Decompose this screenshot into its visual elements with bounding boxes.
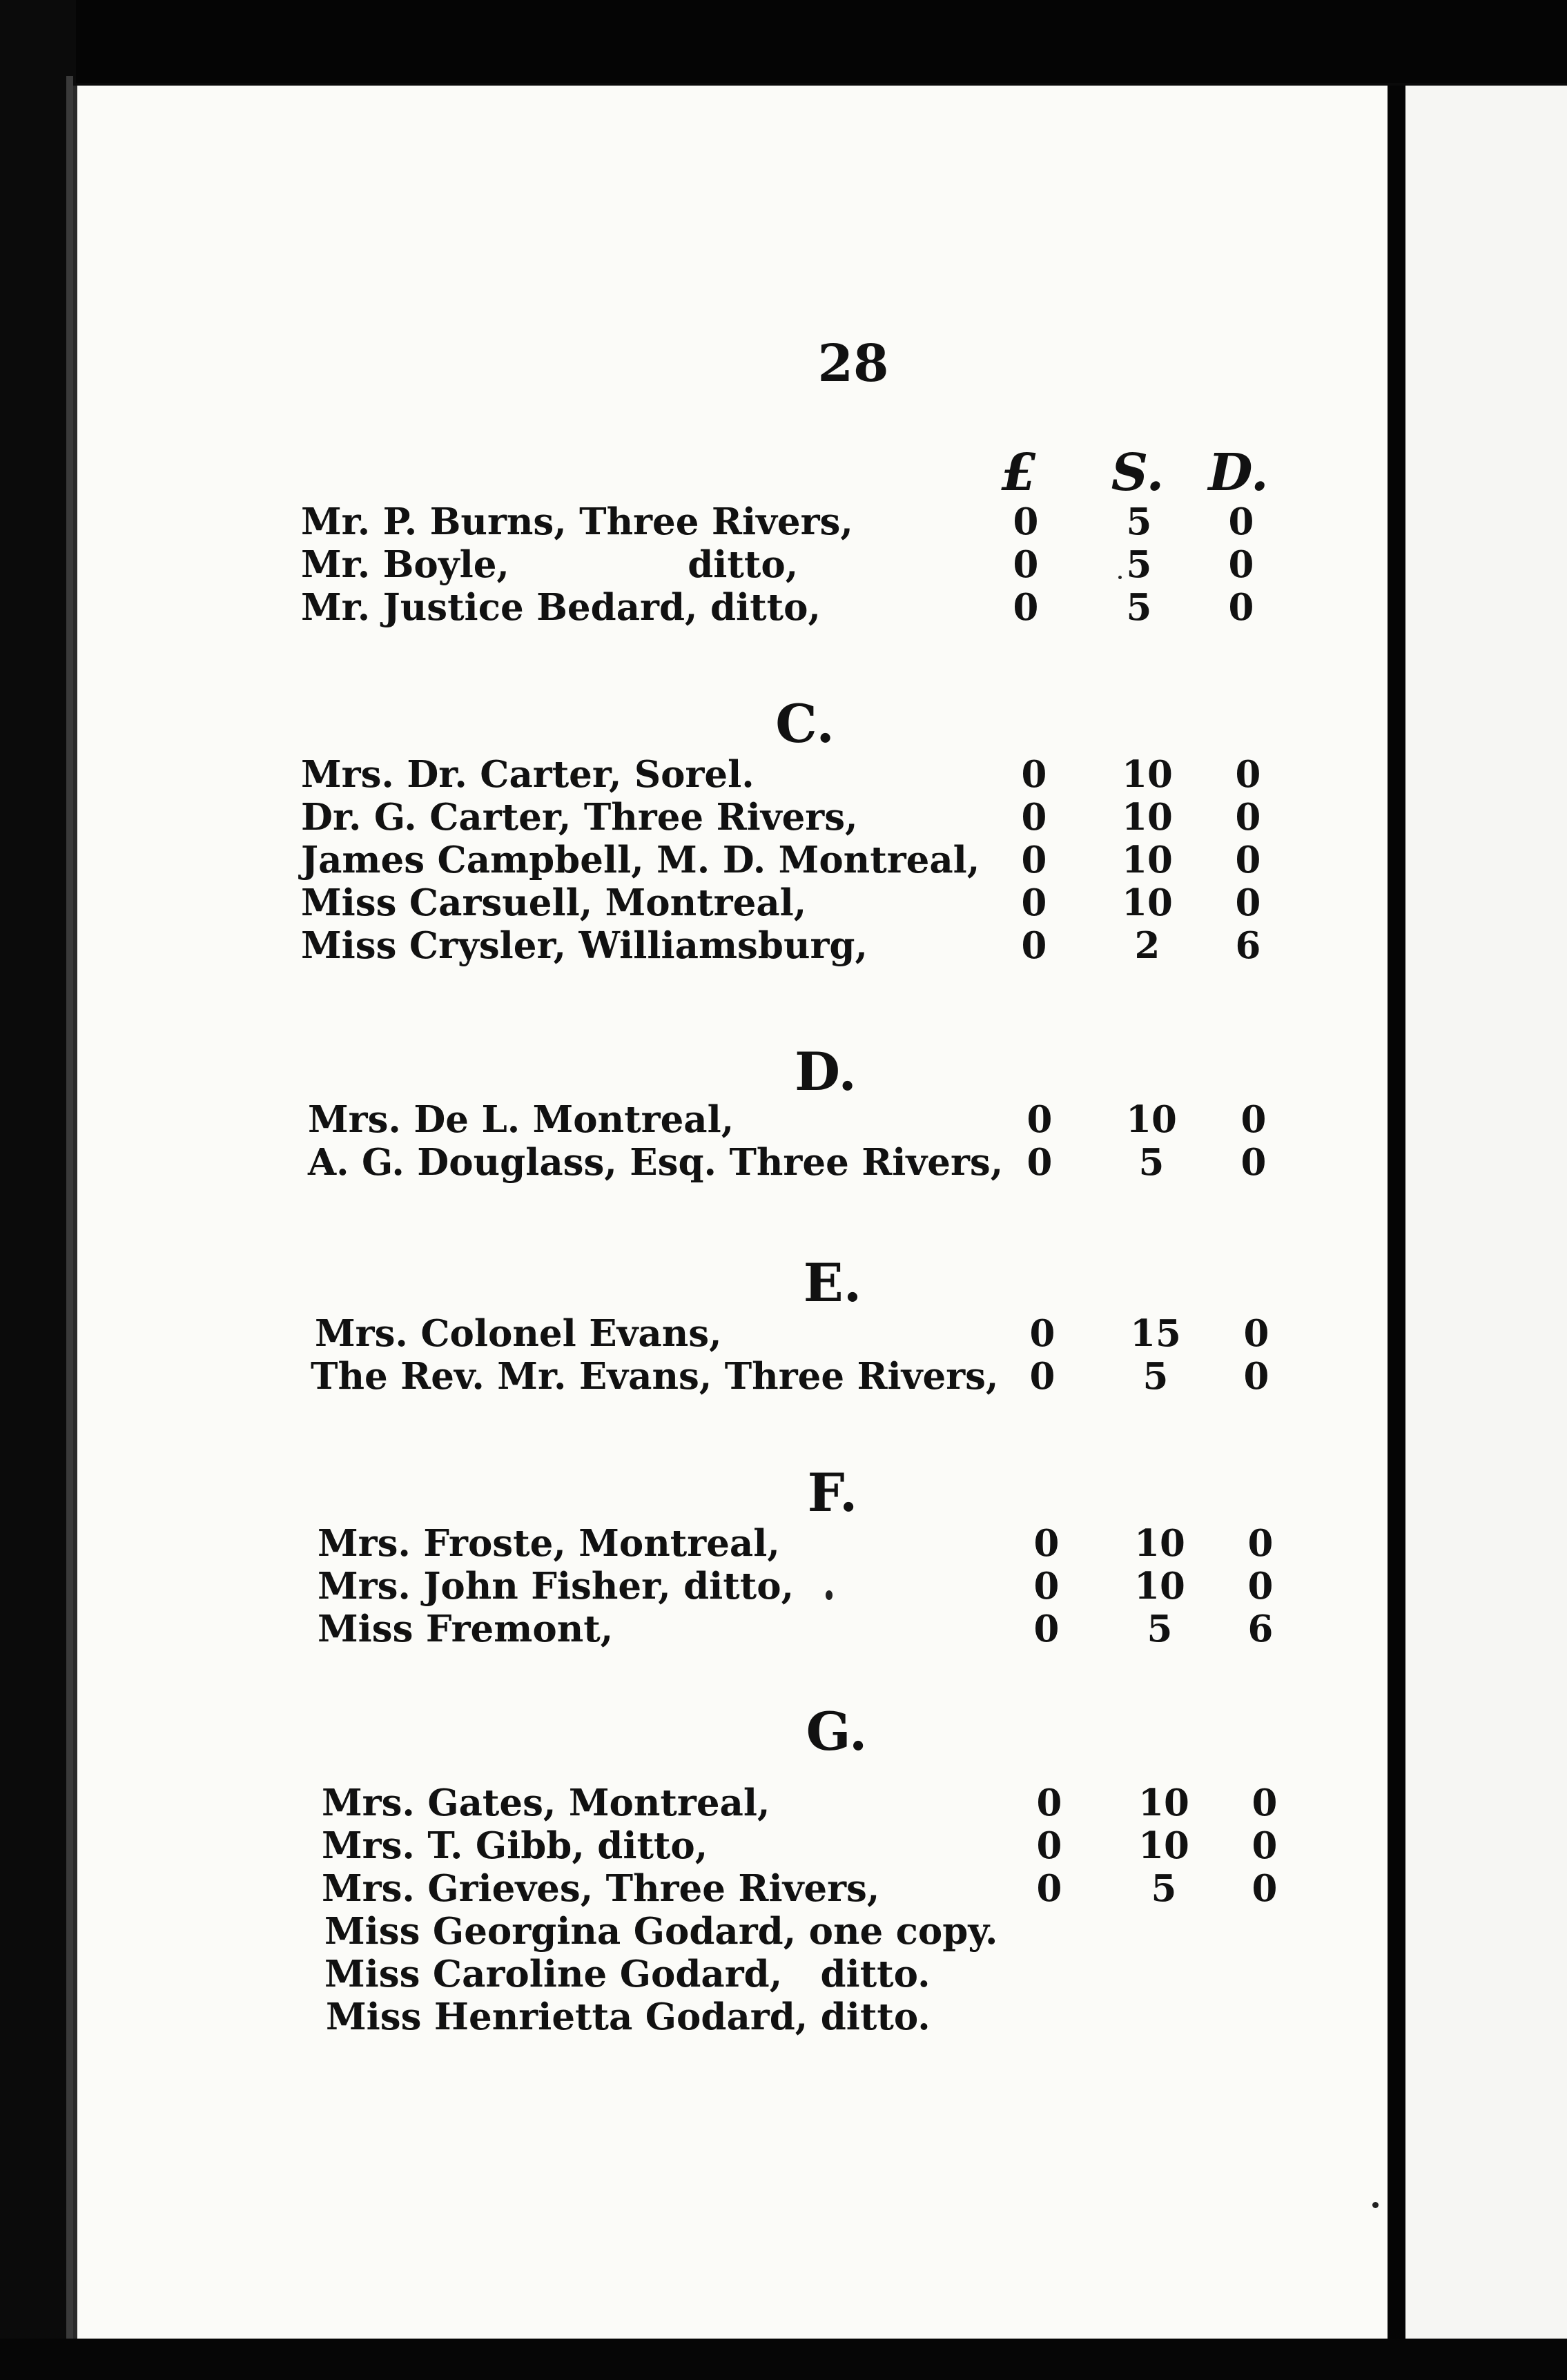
section-letter-c: C. (775, 693, 835, 754)
subscriber-entry (73, 795, 1394, 839)
subscriber-entry (73, 585, 1394, 630)
shillings-value: 10 (1134, 1565, 1185, 1608)
subscriber-name: Mr. Justice Bedard, ditto, (301, 586, 821, 629)
section-letter-f: F. (807, 1462, 858, 1523)
subscriber-entry (73, 1866, 1394, 1911)
facing-page-edge (1405, 86, 1567, 2339)
scan-left-border (0, 0, 76, 2380)
shillings-value: 10 (1134, 1522, 1185, 1565)
pounds-value: 0 (1021, 881, 1047, 924)
subscriber-entry (73, 1909, 1394, 1953)
shillings-value: 10 (1122, 753, 1173, 796)
section-letter-g: G. (806, 1701, 868, 1762)
book-gutter (1388, 86, 1405, 2339)
subscriber-entry (73, 1781, 1394, 1825)
shillings-value: 5 (1126, 543, 1152, 586)
ink-speck (1118, 576, 1122, 579)
pounds-value: 0 (1029, 1312, 1055, 1355)
page-edge (66, 76, 73, 2340)
subscriber-name: Mr. Boyle, ditto, (301, 543, 799, 586)
subscriber-entry (73, 1564, 1394, 1608)
pence-value: 0 (1247, 1522, 1274, 1565)
ink-speck (1372, 2202, 1379, 2208)
pounds-value: 0 (1033, 1608, 1060, 1650)
shillings-value: 15 (1130, 1312, 1181, 1355)
pounds-value: 0 (1021, 839, 1047, 881)
pounds-value: 0 (1029, 1355, 1055, 1398)
subscriber-name: Miss Fremont, (318, 1608, 614, 1650)
shillings-value: 10 (1126, 1098, 1177, 1141)
subscriber-entry (73, 1098, 1394, 1142)
subscriber-name: Mrs. Colonel Evans, (315, 1312, 722, 1355)
pence-value: 6 (1235, 924, 1261, 967)
pence-value: 6 (1247, 1608, 1274, 1650)
shillings-value: 10 (1122, 839, 1173, 881)
section-letter-e: E. (803, 1252, 862, 1314)
pounds-value: 0 (1021, 753, 1047, 796)
subscriber-name: Mr. P. Burns, Three Rivers, (301, 500, 853, 543)
shillings-value: 10 (1122, 796, 1173, 839)
shillings-value: 10 (1138, 1824, 1189, 1867)
shillings-value: 2 (1134, 924, 1160, 967)
pounds-column-header: £ (1001, 443, 1037, 503)
shillings-value: 5 (1147, 1608, 1173, 1650)
pounds-value: 0 (1036, 1824, 1062, 1867)
subscriber-entry (73, 838, 1394, 882)
subscriber-name: Dr. G. Carter, Three Rivers, (301, 796, 858, 839)
pence-value: 0 (1252, 1824, 1278, 1867)
pounds-value: 0 (1036, 1867, 1062, 1910)
subscriber-name: Mrs. Gates, Montreal, (322, 1782, 770, 1824)
subscriber-entry (73, 924, 1394, 968)
book-page (73, 86, 1394, 2339)
pence-value: 0 (1228, 543, 1254, 586)
pence-value: 0 (1243, 1312, 1269, 1355)
shillings-value: 5 (1138, 1141, 1165, 1184)
pence-value: 0 (1243, 1355, 1269, 1398)
shillings-value: 10 (1138, 1782, 1189, 1824)
scan-top-border (0, 0, 1567, 83)
subscriber-name: The Rev. Mr. Evans, Three Rivers, (311, 1355, 999, 1398)
pence-value: 0 (1228, 586, 1254, 629)
pounds-value: 0 (1013, 543, 1039, 586)
subscriber-name: Miss Henrietta Godard, ditto. (326, 1996, 931, 2038)
section-letter-d: D. (795, 1041, 857, 1102)
subscriber-entry (73, 1607, 1394, 1651)
pounds-value: 0 (1033, 1565, 1060, 1608)
subscriber-name: Mrs. De L. Montreal, (308, 1098, 734, 1141)
pence-value: 0 (1240, 1098, 1267, 1141)
subscriber-name: Mrs. John Fisher, ditto, (318, 1565, 795, 1608)
subscriber-entry (73, 1311, 1394, 1356)
subscriber-entry (73, 1995, 1394, 2039)
pence-value: 0 (1252, 1782, 1278, 1824)
shillings-column-header: S. (1111, 443, 1165, 503)
subscriber-entry (73, 1140, 1394, 1184)
subscriber-entry (73, 881, 1394, 925)
pounds-value: 0 (1033, 1522, 1060, 1565)
subscriber-name: Miss Georgina Godard, one copy. (324, 1910, 998, 1953)
page-number: 28 (817, 334, 889, 393)
pence-column-header: D. (1208, 443, 1269, 503)
ink-speck (826, 1590, 833, 1600)
pounds-value: 0 (1026, 1141, 1053, 1184)
subscriber-entry (73, 543, 1394, 587)
subscriber-entry (73, 1824, 1394, 1868)
pounds-value: 0 (1026, 1098, 1053, 1141)
shillings-value: 5 (1151, 1867, 1177, 1910)
shillings-value: 5 (1142, 1355, 1169, 1398)
pence-value: 0 (1247, 1565, 1274, 1608)
pounds-value: 0 (1013, 586, 1039, 629)
pence-value: 0 (1240, 1141, 1267, 1184)
subscriber-name: Miss Carsuell, Montreal, (301, 881, 807, 924)
subscriber-entry (73, 752, 1394, 797)
subscriber-name: James Campbell, M. D. Montreal, (301, 839, 980, 881)
subscriber-name: Mrs. Grieves, Three Rivers, (322, 1867, 880, 1910)
shillings-value: 10 (1122, 881, 1173, 924)
pence-value: 0 (1235, 839, 1261, 881)
subscriber-name: Mrs. Dr. Carter, Sorel. (301, 753, 755, 796)
subscriber-name: Miss Caroline Godard, ditto. (324, 1953, 931, 1996)
shillings-value: 5 (1126, 586, 1152, 629)
subscriber-entry (73, 500, 1394, 544)
subscriber-name: Mrs. Froste, Montreal, (318, 1522, 780, 1565)
pence-value: 0 (1235, 796, 1261, 839)
pence-value: 0 (1252, 1867, 1278, 1910)
pence-value: 0 (1235, 753, 1261, 796)
subscriber-name: Miss Crysler, Williamsburg, (301, 924, 868, 967)
pence-value: 0 (1228, 500, 1254, 543)
pounds-value: 0 (1021, 924, 1047, 967)
pounds-value: 0 (1013, 500, 1039, 543)
subscriber-entry (73, 1952, 1394, 1996)
pounds-value: 0 (1021, 796, 1047, 839)
subscriber-name: A. G. Douglass, Esq. Three Rivers, (308, 1141, 1004, 1184)
scan-bottom-border (0, 2339, 1567, 2380)
subscriber-entry (73, 1354, 1394, 1398)
subscriber-name: Mrs. T. Gibb, ditto, (322, 1824, 708, 1867)
shillings-value: 5 (1126, 500, 1152, 543)
subscriber-entry (73, 1521, 1394, 1565)
pence-value: 0 (1235, 881, 1261, 924)
pounds-value: 0 (1036, 1782, 1062, 1824)
